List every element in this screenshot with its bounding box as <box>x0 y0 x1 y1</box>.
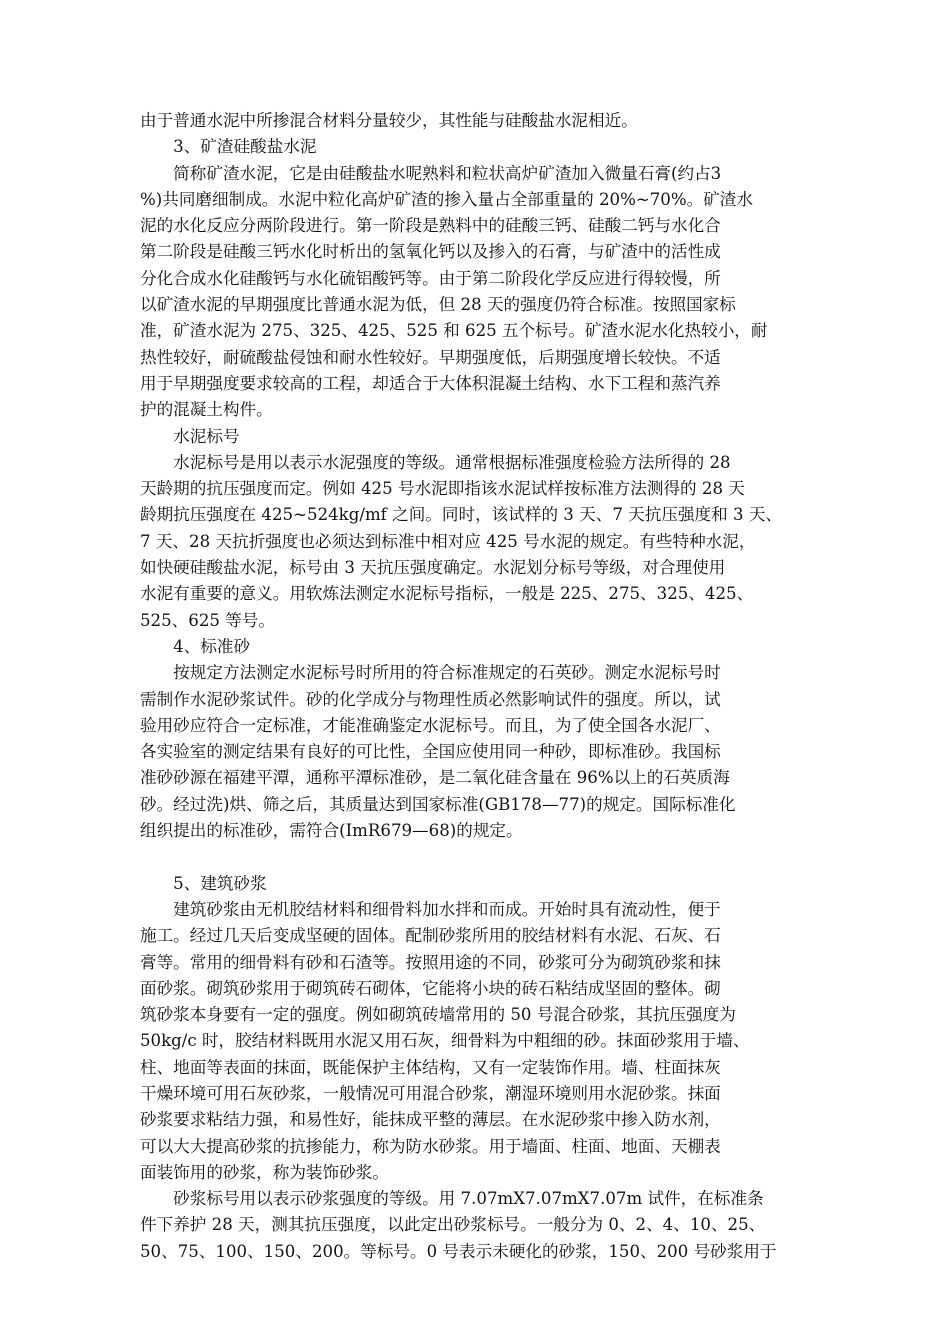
text-line: 施工。经过几天后变成坚硬的固体。配制砂浆所用的胶结材料有水泥、石灰、石 <box>140 926 721 946</box>
text-line: 膏等。常用的细骨料有砂和石渣等。按照用途的不同，砂浆可分为砌筑砂浆和抹 <box>140 952 721 972</box>
text-line: 建筑砂浆由无机胶结材料和细骨料加水拌和而成。开始时具有流动性，便于 <box>140 899 721 919</box>
text-line: 3、矿渣硅酸盐水泥 <box>140 137 317 157</box>
text-line: %)共同磨细制成。水泥中粒化高炉矿渣的掺入量占全部重量的 20%~70%。矿渣水 <box>140 189 753 209</box>
text-line: 干燥环境可用石灰砂浆，一般情况可用混合砂浆，潮湿环境则用水泥砂浆。抹面 <box>140 1083 721 1103</box>
text-line: 热性较好，耐硫酸盐侵蚀和耐水性较好。早期强度低，后期强度增长较快。不适 <box>140 347 721 367</box>
text-line: 水泥有重要的意义。用软炼法测定水泥标号指标，一般是 225、275、325、425、 <box>140 584 754 604</box>
text-line: 水泥标号 <box>140 426 240 446</box>
text-line: 水泥标号是用以表示水泥强度的等级。通常根据标准强度检验方法所得的 28 <box>140 452 731 472</box>
text-line: 可以大大提高砂浆的抗掺能力，称为防水砂浆。用于墙面、柱面、地面、天棚表 <box>140 1136 721 1156</box>
text-line: 天龄期的抗压强度而定。例如 425 号水泥即指该水泥试样按标准方法测得的 28 天 <box>140 479 745 499</box>
text-line: 按规定方法测定水泥标号时所用的符合标准规定的石英砂。测定水泥标号时 <box>140 663 721 683</box>
text-line: 柱、地面等表面的抹面，既能保护主体结构，又有一定装饰作用。墙、柱面抹灰 <box>140 1057 721 1077</box>
text-line: 由于普通水泥中所掺混合材料分量较少，其性能与硅酸盐水泥相近。 <box>140 111 638 130</box>
text-line: 7 天、28 天抗折强度也必须达到标准中相对应 425 号水泥的规定。有些特种水泥， <box>140 531 756 551</box>
text-line: 525、625 等号。 <box>140 610 275 630</box>
text-line: 龄期抗压强度在 425~524kg/mf 之间。同时，该试样的 3 天、7 天抗压强度和 3 天、 <box>140 505 783 525</box>
text-line: 4、标准砂 <box>140 636 251 656</box>
text-line: 如快硬硅酸盐水泥，标号由 3 天抗压强度确定。水泥划分标号等级，对合理使用 <box>140 558 726 578</box>
text-line: 5、建筑砂浆 <box>140 873 267 893</box>
text-line: 筑砂浆本身要有一定的强度。例如砌筑砖墙常用的 50 号混合砂浆，其抗压强度为 <box>140 1005 736 1025</box>
text-line: 砂浆标号用以表示砂浆强度的等级。用 7.07mX7.07mX7.07m 试件，在标准条 <box>140 1189 764 1209</box>
text-line: 准砂砂源在福建平潭，通称平潭标准砂，是二氧化硅含量在 96%以上的石英质海 <box>140 768 730 788</box>
text-line: 砂。经过洗)烘、筛之后，其质量达到国家标准(GB178—77)的规定。国际标准化 <box>140 794 736 814</box>
blank-line <box>140 844 820 870</box>
text-line: 分化合成水化硅酸钙与水化硫铝酸钙等。由于第二阶段化学反应进行得较慢，所 <box>140 268 721 288</box>
text-line: 泥的水化反应分两阶段进行。第一阶段是熟料中的硅酸三钙、硅酸二钙与水化合 <box>140 216 721 236</box>
text-line: 50kg/c 时，胶结材料既用水泥又用石灰，细骨料为中粗细的砂。抹面砂浆用于墙、 <box>140 1031 750 1051</box>
text-line: 砂浆要求粘结力强，和易性好，能抹成平整的薄层。在水泥砂浆中掺入防水剂， <box>140 1110 721 1130</box>
text-line: 简称矿渣水泥，它是由硅酸盐水呢熟料和粒状高炉矿渣加入微量石膏(约占3 <box>140 163 722 183</box>
text-line: 面装饰用的砂浆，称为装饰砂浆。 <box>140 1162 389 1182</box>
text-line: 以矿渣水泥的早期强度比普通水泥为低，但 28 天的强度仍符合标准。按照国家标 <box>140 295 736 315</box>
text-line: 面砂浆。砌筑砂浆用于砌筑砖石砌体，它能将小块的砖石粘结成坚固的整体。砌 <box>140 978 721 998</box>
text-line: 需制作水泥砂浆试件。砂的化学成分与物理性质必然影响试件的强度。所以，试 <box>140 689 721 709</box>
text-line: 第二阶段是硅酸三钙水化时析出的氢氧化钙以及掺入的石膏，与矿渣中的活性成 <box>140 242 721 262</box>
document-body <box>140 108 820 1265</box>
text-line: 护的混凝土构件。 <box>140 400 273 420</box>
text-line: 组织提出的标准砂，需符合(ImR679—68)的规定。 <box>140 821 523 841</box>
text-line: 准，矿渣水泥为 275、325、425、525 和 625 五个标号。矿渣水泥水化热较小，耐 <box>140 321 768 341</box>
text-line: 件下养护 28 天，测其抗压强度，以此定出砂浆标号。一般分为 0、2、4、10、25、 <box>140 1215 766 1235</box>
text-line: 各实验室的测定结果有良好的可比性，全国应使用同一种砂，即标准砂。我国标 <box>140 742 721 762</box>
text-line: 验用砂应符合一定标准，才能准确鉴定水泥标号。而且，为了使全国各水泥厂、 <box>140 715 721 735</box>
text-line: 50、75、100、150、200。等标号。0 号表示未硬化的砂浆，150、200 号砂浆用于 <box>140 1241 777 1261</box>
text-line: 用于早期强度要求较高的工程，却适合于大体积混凝土结构、水下工程和蒸汽养 <box>140 373 721 393</box>
